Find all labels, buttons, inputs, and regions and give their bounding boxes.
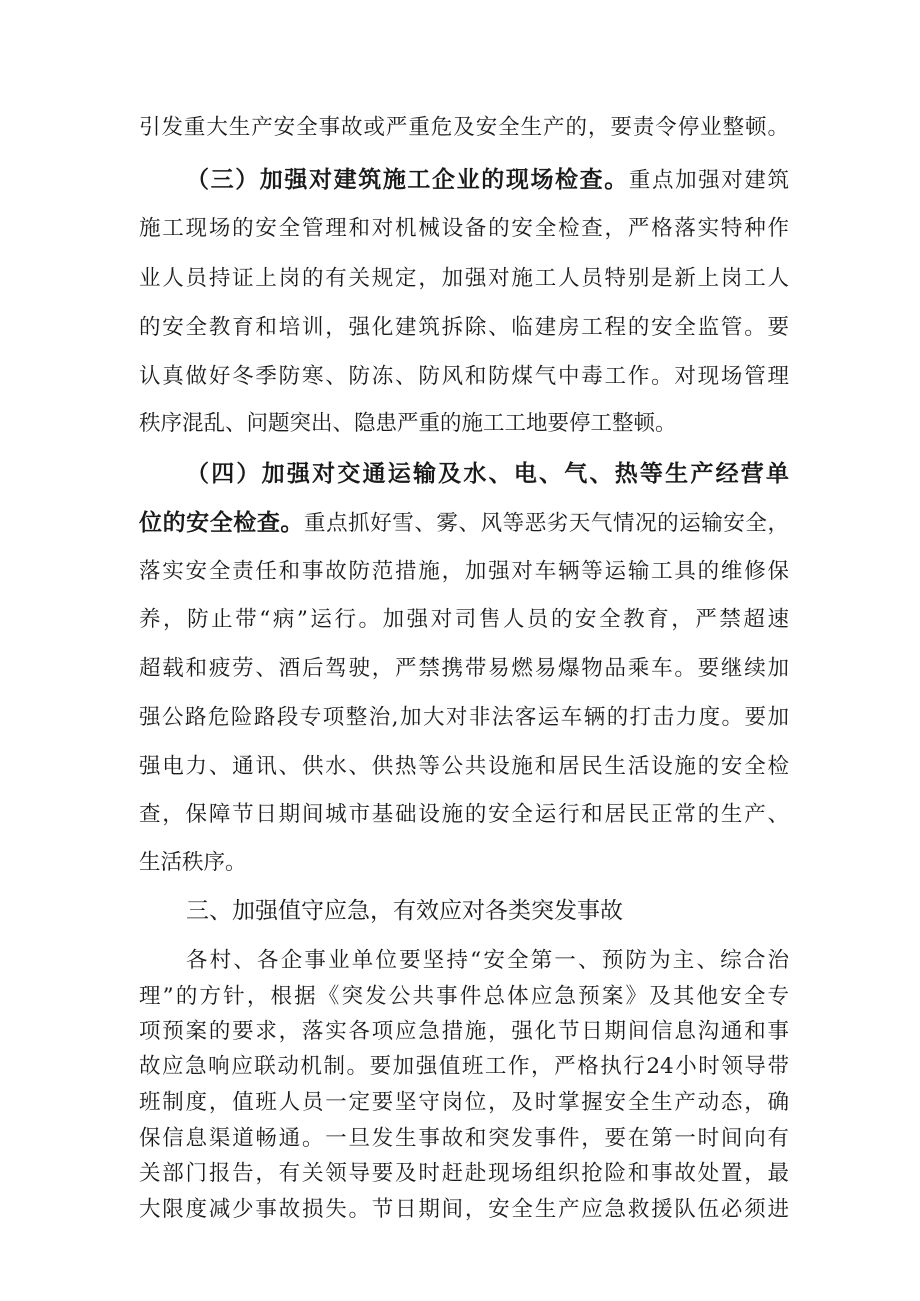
item-3-text: 重点加强对建筑 bbox=[628, 168, 789, 193]
paragraph-line: 秩序混乱、问题突出、隐患严重的施工工地要停工整顿。 bbox=[139, 411, 677, 436]
paragraph-line: 引发重大生产安全事故或严重危及安全生产的，要责令停业整顿。 bbox=[139, 115, 789, 140]
paragraph-line: 强公路危险路段专项整治,加大对非法客运车辆的打击力度。要加 bbox=[139, 705, 789, 730]
paragraph-line: 理”的方针，根据《突发公共事件总体应急预案》及其他安全专 bbox=[139, 984, 789, 1009]
paragraph-line: 落实安全责任和事故防范措施，加强对车辆等运输工具的维修保 bbox=[139, 559, 789, 584]
item-3-line bbox=[186, 165, 789, 196]
item-4-line bbox=[139, 508, 789, 539]
paragraph-line: 强电力、通讯、供水、供热等公共设施和居民生活设施的安全检 bbox=[139, 754, 789, 779]
paragraph-line: 班制度，值班人员一定要坚守岗位，及时掌握安全生产动态，确 bbox=[139, 1090, 789, 1115]
paragraph-line: 故应急响应联动机制。要加强值班工作，严格执行24小时领导带 bbox=[139, 1054, 789, 1079]
paragraph-line: 项预案的要求，落实各项应急措施，强化节日期间信息沟通和事 bbox=[139, 1019, 789, 1044]
paragraph-line: 保信息渠道畅通。一旦发生事故和突发事件，要在第一时间向有 bbox=[139, 1126, 789, 1151]
paragraph-line: 施工现场的安全管理和对机械设备的安全检查，严格落实特种作 bbox=[139, 216, 789, 241]
item-4-title-continued: 位的安全检查。 bbox=[139, 510, 304, 536]
section-3-heading: 三、加强值守应急，有效应对各类突发事故 bbox=[186, 898, 623, 924]
paragraph-line: 的安全教育和培训，强化建筑拆除、临建房工程的安全监管。要 bbox=[139, 315, 789, 340]
paragraph-line: 大限度减少事故损失。节日期间，安全生产应急救援队伍必须进 bbox=[139, 1197, 789, 1222]
paragraph-line: 各村、各企事业单位要坚持“安全第一、预防为主、综合治 bbox=[186, 948, 789, 973]
paragraph-line: 超载和疲劳、酒后驾驶，严禁携带易燃易爆物品乘车。要继续加 bbox=[139, 656, 789, 681]
item-4-text: 重点抓好雪、雾、风等恶劣天气情况的运输安全， bbox=[304, 511, 789, 536]
item-4-title: （四）加强对交通运输及水、电、气、热等生产经营单 bbox=[186, 461, 789, 487]
item-3-title: （三）加强对建筑施工企业的现场检查。 bbox=[186, 167, 629, 193]
paragraph-line: 查，保障节日期间城市基础设施的安全运行和居民正常的生产、 bbox=[139, 802, 789, 827]
paragraph-line: 认真做好冬季防寒、防冻、防风和防煤气中毒工作。对现场管理 bbox=[139, 364, 789, 389]
paragraph-line: 养，防止带“病”运行。加强对司售人员的安全教育，严禁超速 bbox=[139, 607, 789, 632]
paragraph-line: 业人员持证上岗的有关规定，加强对施工人员特别是新上岗工人 bbox=[139, 266, 789, 291]
paragraph-line: 生活秩序。 bbox=[139, 850, 247, 875]
paragraph-line: 关部门报告，有关领导要及时赶赴现场组织抢险和事故处置，最 bbox=[139, 1161, 789, 1186]
